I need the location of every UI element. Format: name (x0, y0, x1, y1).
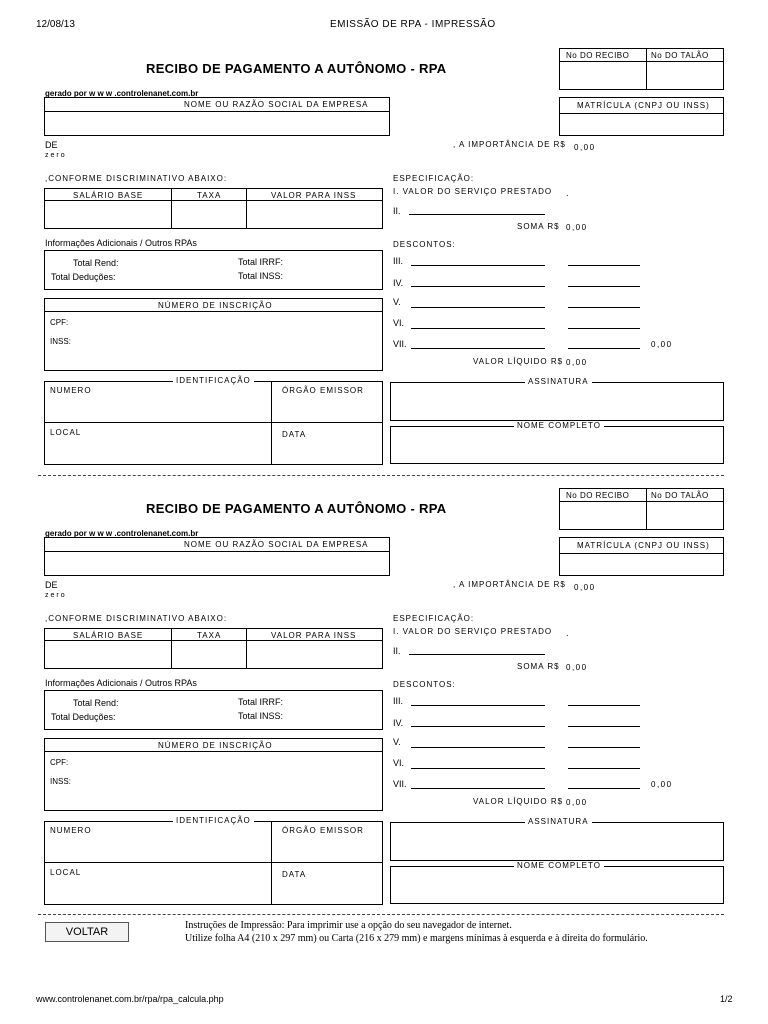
divider (411, 768, 545, 769)
issuing-body-label: ÓRGÃO EMISSOR (282, 826, 364, 835)
net-value-label: VALOR LÍQUIDO R$ (473, 357, 564, 366)
identification-label: IDENTIFICAÇÃO (173, 816, 254, 825)
signature-box (390, 822, 724, 861)
inss-label: INSS: (50, 337, 71, 346)
divider (646, 48, 647, 90)
number-label: NUMERO (50, 826, 92, 835)
amount-in-words: zero (45, 152, 67, 159)
divider (568, 747, 640, 748)
divider (568, 307, 640, 308)
receipt-number-label: No DO RECIBO (566, 51, 630, 60)
divider (559, 113, 724, 114)
item-v-label: V. (393, 737, 401, 747)
divider (568, 768, 640, 769)
amount-in-words: zero (45, 592, 67, 599)
total-deductions-label: Total Deduções: (51, 272, 116, 282)
item-iii-label: III. (393, 256, 404, 266)
amount-label: , A IMPORTÂNCIA DE R$ (453, 140, 566, 149)
total-deductions-label: Total Deduções: (51, 712, 116, 722)
divider (411, 348, 545, 349)
sum-value: 0,00 (566, 223, 588, 232)
date-label: DATA (282, 870, 307, 879)
cut-line (38, 914, 724, 915)
deductions-label: DESCONTOS: (393, 680, 456, 689)
divider (44, 862, 383, 863)
divider (646, 488, 647, 530)
divider (568, 265, 640, 266)
divider (568, 726, 640, 727)
service-value: . (566, 628, 569, 638)
inss-label: INSS: (50, 777, 71, 786)
totals-box (44, 690, 383, 730)
sum-label: SOMA R$ (517, 662, 560, 671)
booklet-number-label: No DO TALÃO (651, 491, 709, 500)
divider (559, 501, 724, 502)
full-name-label: NOME COMPLETO (514, 421, 604, 430)
generated-by: gerado por w w w .controlenanet.com.br (45, 89, 199, 98)
signature-label: ASSINATURA (525, 377, 592, 386)
base-salary-header: SALÁRIO BASE (73, 191, 144, 200)
divider (568, 348, 640, 349)
item-vi-label: VI. (393, 758, 405, 768)
service-value: . (566, 188, 569, 198)
print-instructions-2: Utilize folha A4 (210 x 297 mm) ou Carta (216 x 279 mm) e margens mínimas à esquerda e à direita do formulário. (185, 933, 648, 944)
divider (44, 422, 383, 423)
total-inss-label: Total INSS: (238, 711, 284, 721)
divider (271, 821, 272, 905)
additional-info-label: Informações Adicionais / Outros RPAs (45, 678, 197, 688)
place-label: LOCAL (50, 428, 82, 437)
divider (568, 286, 640, 287)
number-label: NUMERO (50, 386, 92, 395)
receipt-title: RECIBO DE PAGAMENTO A AUTÔNOMO - RPA (146, 61, 447, 76)
page-number: 1/2 (720, 994, 733, 1004)
page-url: www.controlenanet.com.br/rpa/rpa_calcula.php (36, 994, 224, 1004)
divider (409, 214, 545, 215)
divider (568, 328, 640, 329)
receipt-copy-2 (0, 440, 768, 910)
item-iv-label: IV. (393, 278, 404, 288)
total-irrf-label: Total IRRF: (238, 257, 284, 267)
total-income-label: Total Rend: (73, 258, 119, 268)
divider (411, 747, 545, 748)
totals-box (44, 250, 383, 290)
item-vii-label: VII. (393, 339, 407, 349)
divider (559, 61, 724, 62)
booklet-number-label: No DO TALÃO (651, 51, 709, 60)
divider (409, 654, 545, 655)
company-name-label: NOME OU RAZÃO SOCIAL DA EMPRESA (184, 540, 369, 549)
item-vii-value: 0,00 (651, 780, 673, 789)
rate-header: TAXA (197, 191, 222, 200)
divider (411, 307, 545, 308)
generated-by: gerado por w w w .controlenanet.com.br (45, 529, 199, 538)
net-value-label: VALOR LÍQUIDO R$ (473, 797, 564, 806)
date-label: DATA (282, 430, 307, 439)
place-label: LOCAL (50, 868, 82, 877)
divider (559, 553, 724, 554)
inss-value-header: VALOR PARA INSS (271, 631, 357, 640)
registration-label: MATRÍCULA (CNPJ OU INSS) (577, 101, 710, 110)
net-value: 0,00 (566, 358, 588, 367)
divider (44, 111, 390, 112)
full-name-label: NOME COMPLETO (514, 861, 604, 870)
from-label: DE (45, 140, 58, 150)
item-iii-label: III. (393, 696, 404, 706)
item-v-label: V. (393, 297, 401, 307)
divider (44, 751, 383, 752)
divider (411, 286, 545, 287)
divider (44, 551, 390, 552)
registration-number-label: NÚMERO DE INSCRIÇÃO (158, 301, 273, 310)
discriminative-label: ,CONFORME DISCRIMINATIVO ABAIXO: (45, 614, 228, 623)
base-salary-header: SALÁRIO BASE (73, 631, 144, 640)
inss-value-header: VALOR PARA INSS (271, 191, 357, 200)
full-name-box (390, 866, 724, 904)
item-vi-label: VI. (393, 318, 405, 328)
item-ii-label: II. (393, 646, 401, 656)
divider (44, 311, 383, 312)
sum-label: SOMA R$ (517, 222, 560, 231)
amount-value: 0,00 (574, 143, 596, 152)
deductions-label: DESCONTOS: (393, 240, 456, 249)
divider (411, 788, 545, 789)
divider (246, 188, 247, 229)
sum-value: 0,00 (566, 663, 588, 672)
rate-header: TAXA (197, 631, 222, 640)
divider (411, 705, 545, 706)
signature-box (390, 382, 724, 421)
divider (171, 628, 172, 669)
divider (246, 628, 247, 669)
receipt-title: RECIBO DE PAGAMENTO A AUTÔNOMO - RPA (146, 501, 447, 516)
registration-label: MATRÍCULA (CNPJ OU INSS) (577, 541, 710, 550)
identification-label: IDENTIFICAÇÃO (173, 376, 254, 385)
divider (171, 188, 172, 229)
back-button[interactable]: VOLTAR (45, 922, 129, 942)
discriminative-label: ,CONFORME DISCRIMINATIVO ABAIXO: (45, 174, 228, 183)
divider (44, 640, 383, 641)
print-title: EMISSÃO DE RPA - IMPRESSÃO (330, 19, 496, 30)
service-value-label: I. VALOR DO SERVIÇO PRESTADO (393, 187, 553, 196)
item-iv-label: IV. (393, 718, 404, 728)
company-name-label: NOME OU RAZÃO SOCIAL DA EMPRESA (184, 100, 369, 109)
cpf-label: CPF: (50, 758, 69, 767)
divider (411, 328, 545, 329)
divider (44, 200, 383, 201)
signature-label: ASSINATURA (525, 817, 592, 826)
amount-label: , A IMPORTÂNCIA DE R$ (453, 580, 566, 589)
amount-value: 0,00 (574, 583, 596, 592)
from-label: DE (45, 580, 58, 590)
print-date: 12/08/13 (36, 19, 75, 30)
receipt-number-label: No DO RECIBO (566, 491, 630, 500)
net-value: 0,00 (566, 798, 588, 807)
item-vii-label: VII. (393, 779, 407, 789)
total-inss-label: Total INSS: (238, 271, 284, 281)
specification-label: ESPECIFICAÇÃO: (393, 174, 475, 183)
registration-number-label: NÚMERO DE INSCRIÇÃO (158, 741, 273, 750)
issuing-body-label: ÓRGÃO EMISSOR (282, 386, 364, 395)
service-value-label: I. VALOR DO SERVIÇO PRESTADO (393, 627, 553, 636)
item-vii-value: 0,00 (651, 340, 673, 349)
divider (568, 705, 640, 706)
total-irrf-label: Total IRRF: (238, 697, 284, 707)
receipt-copy-1 (0, 0, 768, 470)
total-income-label: Total Rend: (73, 698, 119, 708)
divider (411, 265, 545, 266)
divider (411, 726, 545, 727)
print-instructions-1: Instruções de Impressão: Para imprimir use a opção do seu navegador de internet. (185, 920, 512, 931)
cpf-label: CPF: (50, 318, 69, 327)
item-ii-label: II. (393, 206, 401, 216)
specification-label: ESPECIFICAÇÃO: (393, 614, 475, 623)
divider (568, 788, 640, 789)
additional-info-label: Informações Adicionais / Outros RPAs (45, 238, 197, 248)
